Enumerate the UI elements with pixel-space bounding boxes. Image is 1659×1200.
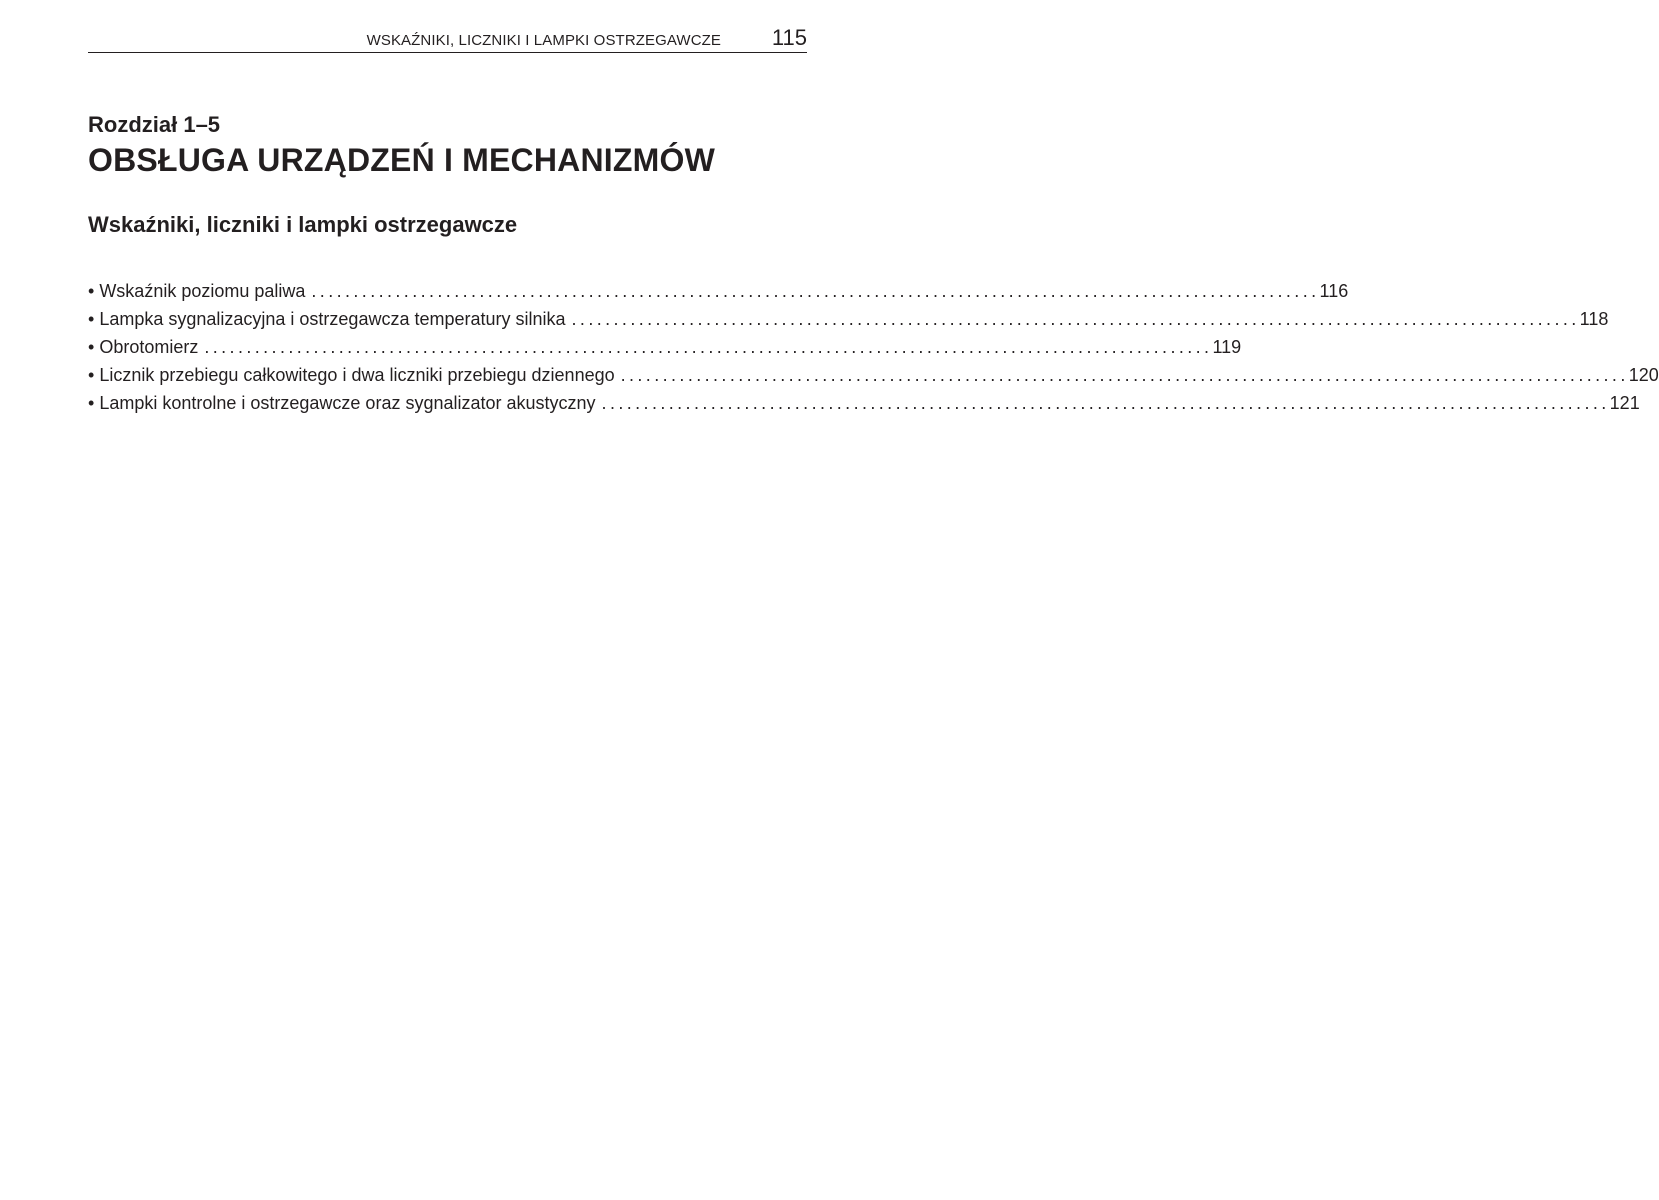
dot-leader: ........................................................................................................................ — [204, 337, 1213, 357]
chapter-label: Rozdział 1–5 — [88, 112, 221, 137]
dot-leader: ........................................................................................................................ — [571, 309, 1580, 329]
toc-entry-page: 120 — [1628, 365, 1659, 385]
toc-entry[interactable] — [88, 309, 1609, 337]
toc-entry-label: Licznik przebiegu całkowitego i dwa liczniki przebiegu dziennego — [99, 365, 615, 385]
dot-leader: ........................................................................................................................ — [311, 281, 1320, 301]
toc-entry[interactable] — [88, 393, 1640, 421]
toc-entry[interactable] — [88, 365, 1659, 393]
toc-entry[interactable] — [88, 337, 1242, 365]
toc-entry-label: Lampki kontrolne i ostrzegawcze oraz sygnalizator akustyczny — [99, 393, 596, 413]
bullet-icon: • — [88, 309, 95, 329]
toc-entry-label: Obrotomierz — [99, 337, 199, 357]
running-header — [88, 26, 807, 53]
dot-leader: ........................................................................................................................ — [601, 393, 1610, 413]
running-title: WSKAŹNIKI, LICZNIKI I LAMPKI OSTRZEGAWCZE — [366, 32, 721, 49]
table-of-contents — [88, 281, 1659, 421]
toc-entry-label: Lampka sygnalizacyjna i ostrzegawcza temperatury silnika — [99, 309, 566, 329]
toc-entry[interactable] — [88, 281, 1349, 309]
section-title: Wskaźniki, liczniki i lampki ostrzegawcze — [88, 212, 518, 237]
page-number: 115 — [771, 25, 807, 50]
toc-entry-page: 119 — [1212, 337, 1242, 357]
chapter-title: OBSŁUGA URZĄDZEŃ I MECHANIZMÓW — [88, 142, 715, 178]
bullet-icon: • — [88, 393, 95, 413]
toc-entry-label: Wskaźnik poziomu paliwa — [99, 281, 306, 301]
toc-entry-page: 121 — [1609, 393, 1640, 413]
toc-entry-page: 116 — [1319, 281, 1349, 301]
toc-entry-page: 118 — [1579, 309, 1609, 329]
bullet-icon: • — [88, 281, 95, 301]
bullet-icon: • — [88, 365, 95, 385]
bullet-icon: • — [88, 337, 95, 357]
dot-leader: ........................................................................................................................ — [620, 365, 1629, 385]
